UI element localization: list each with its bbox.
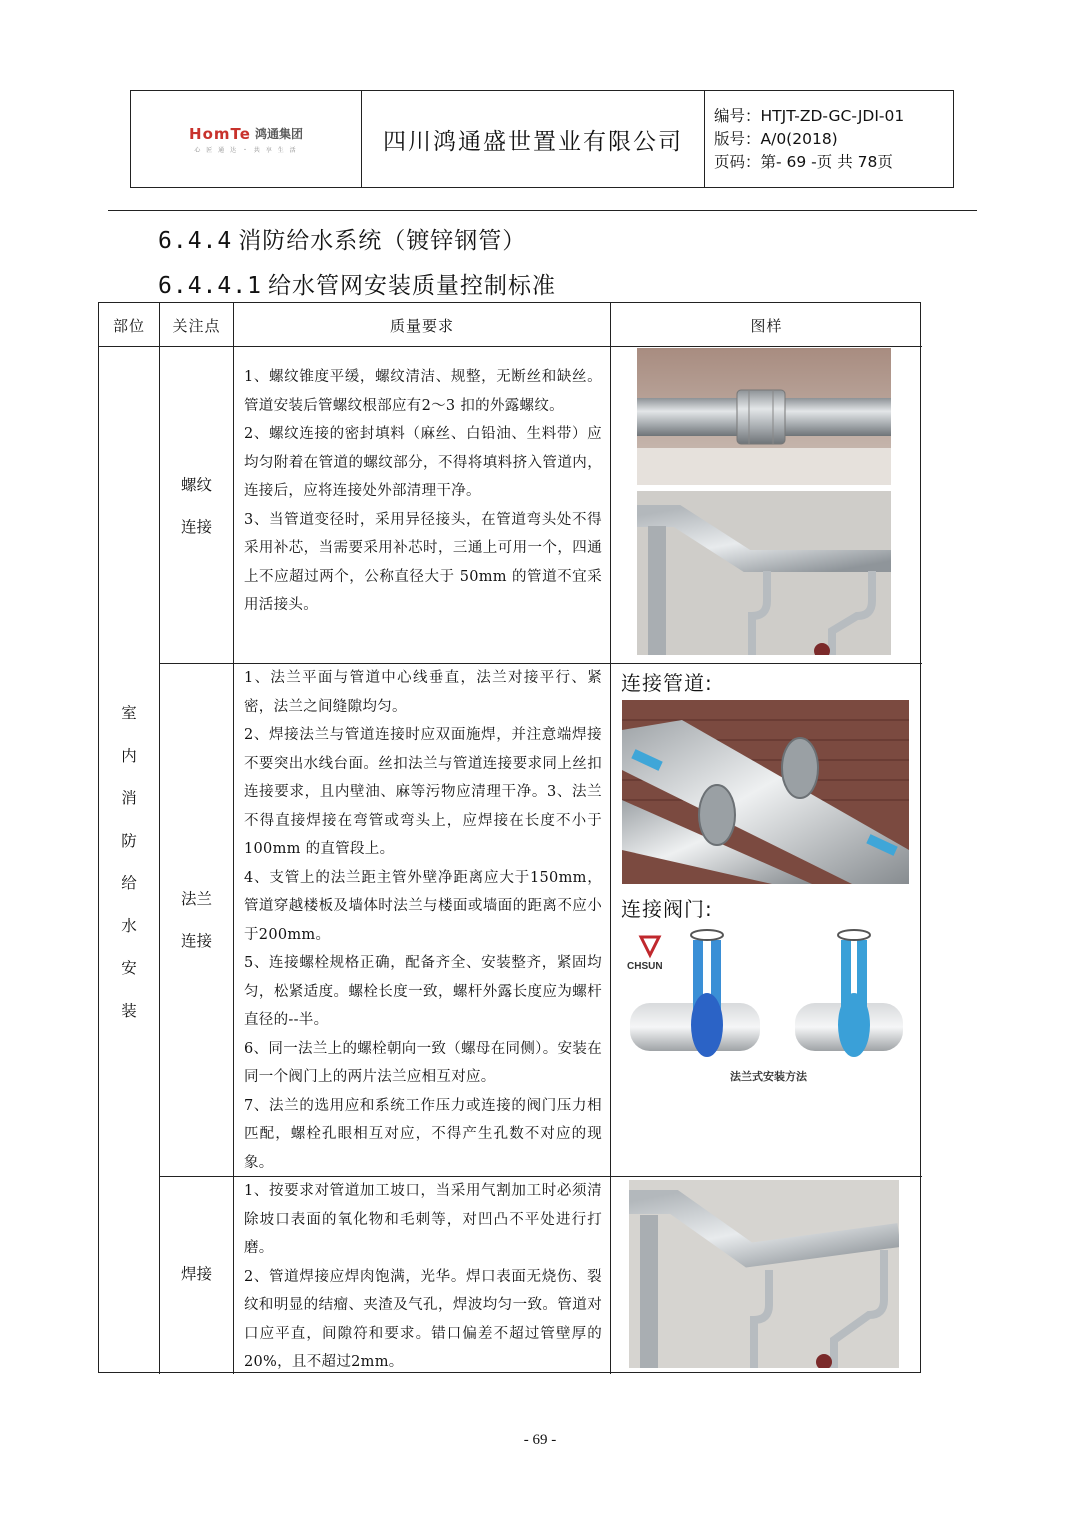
company-logo bbox=[131, 91, 362, 187]
part-char: 水 bbox=[121, 916, 137, 935]
label-pipe-connection: 连接管道: bbox=[621, 671, 713, 695]
focus-flange-connection bbox=[160, 878, 233, 962]
logo-cn: 鸿通集团 bbox=[254, 127, 303, 141]
header-rule bbox=[108, 210, 977, 211]
focus-welding bbox=[160, 1253, 233, 1295]
document-code: 编号：HTJT-ZD-GC-JDⅠ-01 bbox=[714, 106, 905, 125]
flange-valve-diagram bbox=[625, 925, 915, 1090]
document-header bbox=[130, 90, 954, 188]
requirement-item: 4、支管上的法兰距主管外壁净距离应大于150mm，管道穿越楼板及墙体时法兰与楼面或墙面的距离不应小于200mm。 bbox=[244, 869, 602, 943]
label-valve-connection: 连接阀门: bbox=[621, 897, 713, 921]
focus-line: 法兰 bbox=[180, 890, 212, 908]
part-char: 消 bbox=[121, 789, 137, 807]
focus-line: 连接 bbox=[180, 932, 212, 950]
requirement-item: 7、法兰的选用应和系统工作压力或连接的阀门压力相匹配，螺栓孔眼相互对应，不得产生孔数不对应的现象。 bbox=[244, 1097, 602, 1171]
requirement-item: 1、螺纹锥度平缓，螺纹清洁、规整，无断丝和缺丝。管道安装后管螺纹根部应有2～3 扣的外露螺纹。 bbox=[244, 369, 602, 414]
col-divider bbox=[610, 303, 611, 1374]
part-char: 装 bbox=[121, 1001, 137, 1020]
requirement-item: 2、管道焊接应焊肉饱满，光华。焊口表面无烧伤、裂纹和明显的结瘤、夹渣及气孔，焊波均匀一致。管道对口应平直，间隙符和要求。错口偏差不超过管壁厚的20%，且不超过2mm。 bbox=[244, 1268, 602, 1370]
part-char: 安 bbox=[121, 959, 137, 977]
valve-caption: 法兰式安装方法 bbox=[730, 1070, 807, 1083]
company-name: 四川鸿通盛世置业有限公司 bbox=[362, 91, 705, 187]
focus-line: 连接 bbox=[180, 518, 212, 536]
requirement-item: 5、连接螺栓规格正确，配备齐全、安装整齐，紧固均匀，松紧适度。螺栓长度一致，螺杆外露长度应为螺杆直径的--半。 bbox=[244, 955, 602, 1028]
quality-standard-table bbox=[98, 302, 921, 1373]
section-title: 消防给水系统（镀锌钢管） bbox=[238, 228, 527, 254]
logo-slogan: 心 匠 通 达 ・ 共 享 生 活 bbox=[194, 146, 298, 154]
flange-pipe-photo bbox=[622, 700, 909, 884]
requirement-item: 6、同一法兰上的螺栓朝向一致（螺母在同侧）。安装在同一个阀门上的两片法兰应相互对应。 bbox=[244, 1040, 602, 1085]
valve-brand: CHSUN bbox=[627, 961, 663, 972]
focus-line: 螺纹 bbox=[180, 476, 212, 494]
section-heading bbox=[158, 222, 526, 255]
requirement-item: 2、螺纹连接的密封填料（麻丝、白铅油、生料带）应均匀附着在管道的螺纹部分，不得将填料挤入管道内，连接后，应将连接处外部清理干净。 bbox=[244, 426, 602, 499]
document-info bbox=[705, 91, 953, 187]
document-version: 版号：A/0(2018) bbox=[714, 129, 838, 148]
requirement-item: 1、按要求对管道加工坡口，当采用气割加工时必须清除坡口表面的氧化物和毛刺等，对凹凸不平处进行打磨。 bbox=[244, 1183, 602, 1256]
threaded-pipe-photo bbox=[637, 348, 891, 485]
part-char: 室 bbox=[121, 704, 137, 722]
header-part: 部位 bbox=[112, 316, 145, 335]
subsection-title: 给水管网安装质量控制标准 bbox=[267, 273, 556, 299]
requirements-welding bbox=[234, 1177, 610, 1377]
part-char: 给 bbox=[121, 874, 137, 892]
focus-line: 焊接 bbox=[180, 1265, 212, 1283]
subsection-number: 6.4.4.1 bbox=[158, 273, 262, 299]
welded-pipe-photo bbox=[629, 1180, 899, 1368]
requirements-flange bbox=[234, 664, 610, 1177]
header-requirement: 质量要求 bbox=[389, 316, 454, 335]
document-page: 页码：第- 69 -页 共 78页 bbox=[714, 152, 893, 171]
header-focus: 关注点 bbox=[172, 316, 221, 335]
logo-brand: HomTe bbox=[189, 124, 251, 143]
part-label bbox=[99, 692, 159, 1032]
part-char: 防 bbox=[121, 831, 137, 850]
part-char: 内 bbox=[121, 746, 137, 765]
requirement-item: 2、焊接法兰与管道连接时应双面施焊，并注意端焊接不要突出水线台面。丝扣法兰与管道连接要求同上丝扣连接要求，且内壁油、麻等污物应清理干净。3、法兰不得直接焊接在弯管或弯头上，应焊接在长度不小于100mm 的直管段上。 bbox=[244, 727, 602, 857]
section-number: 6.4.4 bbox=[158, 228, 233, 254]
page-number: - 69 - bbox=[523, 1432, 557, 1448]
requirement-item: 1、法兰平面与管道中心线垂直，法兰对接平行、紧密，法兰之间缝隙均匀。 bbox=[244, 670, 602, 715]
requirement-item: 3、当管道变径时，采用异径接头，在管道弯头处不得采用补芯，当需要采用补芯时，三通上可用一个，四通上不应超过两个，公称直径大于 50mm 的管道不宜采用活接头。 bbox=[244, 511, 602, 613]
pipe-bend-photo bbox=[637, 491, 891, 655]
focus-thread-connection bbox=[160, 464, 233, 548]
header-illustration: 图样 bbox=[750, 316, 783, 335]
requirements-thread bbox=[234, 363, 610, 620]
subsection-heading bbox=[158, 267, 556, 300]
